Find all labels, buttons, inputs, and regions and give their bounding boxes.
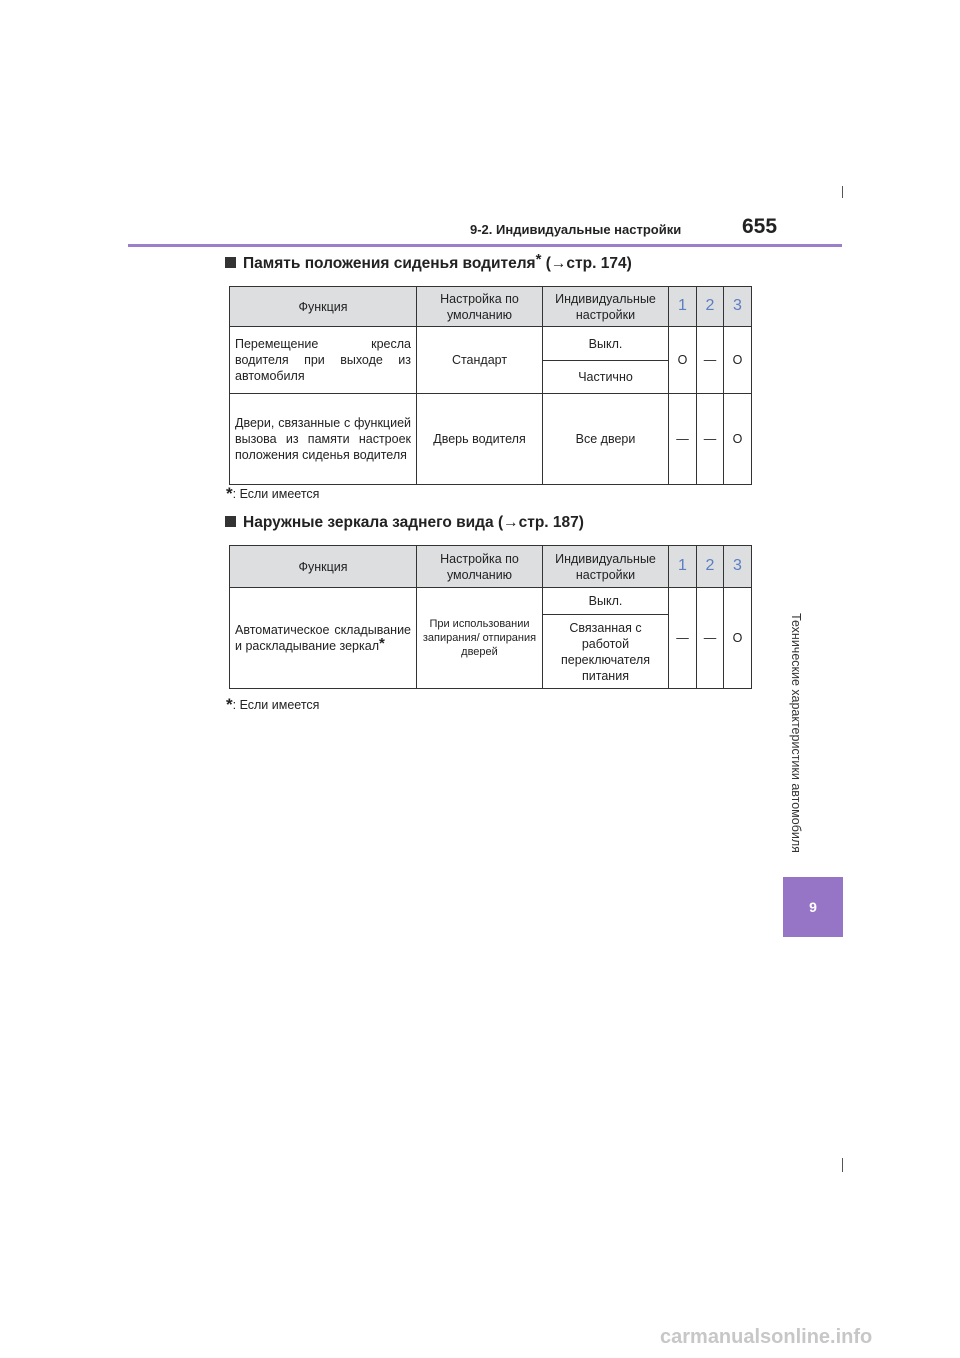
col-header-custom: Индивидуальные настройки: [543, 546, 669, 588]
header-rule: [128, 244, 842, 247]
section1-asterisk: *: [535, 251, 542, 268]
table-header-row: [230, 546, 752, 588]
cell-col1: —: [669, 394, 697, 485]
section2-footnote: [226, 695, 319, 715]
table-row: [230, 327, 752, 361]
table-row: [230, 394, 752, 485]
table-header-row: [230, 287, 752, 327]
cell-col1: —: [669, 588, 697, 689]
table-row: [230, 588, 752, 615]
chapter-vertical-title-text: Технические характеристики автомобиля: [789, 612, 803, 853]
section1-title: Память положения сиденья водителя: [243, 255, 536, 272]
section1-page-ref: (→стр. 174): [545, 255, 632, 272]
cell-col3: O: [724, 394, 752, 485]
column-number-1: 1: [678, 557, 687, 575]
cell-function: Двери, связанные с функцией вызова из памяти настроек положения сиденья водителя: [230, 394, 417, 485]
col-header-2: [697, 546, 724, 588]
column-number-2: 2: [705, 297, 715, 315]
column-number-3: 3: [733, 557, 742, 575]
cell-option: Связанная с работой переключателя питания: [543, 615, 669, 689]
page-number: 655: [742, 215, 778, 238]
cell-default: При использовании запирания/ отпирания дверей: [417, 588, 543, 689]
col-header-default: Настройка по умолчанию: [417, 546, 543, 588]
col-header-default: Настройка по умолчанию: [417, 287, 543, 327]
column-number-1: 1: [678, 297, 687, 315]
cell-col1: O: [669, 327, 697, 394]
cell-function-text: Автоматическое складывание и раскладывание зеркал: [235, 623, 411, 653]
cell-option: Частично: [543, 361, 669, 394]
crop-mark-top: [842, 186, 843, 198]
section2-heading: [225, 514, 584, 532]
column-number-3: 3: [733, 297, 742, 315]
footnote-text: : Если имеется: [232, 698, 320, 712]
cell-col3: O: [724, 327, 752, 394]
col-header-3: [724, 287, 752, 327]
cell-col2: —: [697, 327, 724, 394]
seat-memory-table: [229, 286, 752, 485]
footnote-asterisk: *: [226, 695, 233, 714]
col-header-3: [724, 546, 752, 588]
col-header-custom: Индивидуальные настройки: [543, 287, 669, 327]
section2-title: Наружные зеркала заднего вида: [243, 514, 494, 531]
col-header-function: Функция: [230, 287, 417, 327]
cell-default: Дверь водителя: [417, 394, 543, 485]
col-header-1: [669, 546, 697, 588]
mirrors-table: [229, 545, 752, 689]
cell-function: Перемещение кресла водителя при выходе из автомобиля: [230, 327, 417, 394]
square-bullet-icon: [225, 257, 236, 268]
col-header-function: Функция: [230, 546, 417, 588]
crop-mark-bottom: [842, 1158, 843, 1172]
cell-col2: —: [697, 588, 724, 689]
cell-function-asterisk: *: [379, 635, 385, 652]
cell-default: Стандарт: [417, 327, 543, 394]
cell-option: Все двери: [543, 394, 669, 485]
section-title: 9-2. Индивидуальные настройки: [470, 222, 682, 237]
chapter-tab: [783, 877, 843, 937]
column-number-2: 2: [705, 557, 715, 575]
watermark: carmanualsonline.info: [660, 1326, 873, 1348]
chapter-vertical-title: [783, 595, 809, 870]
cell-option: Выкл.: [543, 327, 669, 361]
cell-function: [230, 588, 417, 689]
col-header-2: [697, 287, 724, 327]
cell-col3: O: [724, 588, 752, 689]
col-header-1: [669, 287, 697, 327]
cell-col2: —: [697, 394, 724, 485]
chapter-number: 9: [809, 899, 817, 915]
square-bullet-icon: [225, 516, 236, 527]
footnote-text: : Если имеется: [232, 487, 320, 501]
section1-footnote: [226, 484, 319, 504]
cell-option: Выкл.: [543, 588, 669, 615]
section1-heading: [225, 251, 632, 273]
footnote-asterisk: *: [226, 484, 233, 503]
section2-page-ref: (→стр. 187): [497, 514, 584, 531]
